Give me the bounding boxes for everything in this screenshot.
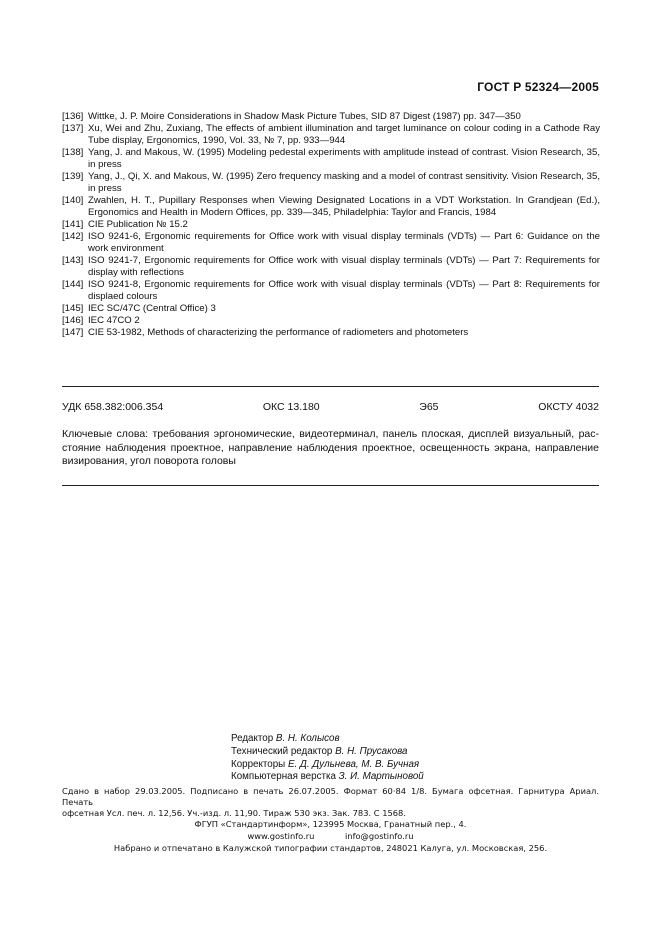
reference-text: Yang, J. and Makous, W. (1995) Modeling pedestal experiments with amplitude instead of contrast. Vision Research, 35, in press — [88, 147, 600, 170]
reference-text: IEC 47CO 2 — [88, 315, 140, 326]
staff-name: В. Н. Колысов — [275, 733, 340, 744]
email-link[interactable]: info@gostinfo.ru — [345, 831, 414, 841]
staff-name: Е. Д. Дульнева, М. В. Бучная — [287, 758, 420, 770]
reference-number: [146] — [62, 315, 84, 326]
reference-text: CIE 53-1982, Methods of characterizing the performance of radiometers and photometers — [88, 327, 469, 338]
reference-number: [144] — [62, 279, 84, 290]
reference-number: [137] — [62, 123, 84, 134]
reference-item — [62, 255, 600, 279]
staff-name: З. И. Мартыновой — [338, 771, 424, 783]
staff-role: Технический редактор — [231, 745, 333, 757]
website-link[interactable]: www.gostinfo.ru — [247, 831, 315, 841]
page-header: ГОСТ Р 52324—2005 — [477, 80, 599, 94]
reference-item — [62, 147, 600, 171]
reference-number: [141] — [62, 219, 84, 230]
publisher-info — [62, 818, 599, 854]
reference-text: Xu, Wei and Zhu, Zuxiang, The effects of ambient illumination and target luminance on colour coding in a Cathode Ray Tube display, Ergonomics, 1990, Vol. 33, № 7, pp. 933—944 — [88, 123, 600, 146]
reference-number: [147] — [62, 327, 84, 338]
reference-number: [140] — [62, 195, 84, 206]
staff-line — [231, 746, 424, 759]
divider-bottom — [62, 485, 599, 486]
reference-number: [138] — [62, 147, 84, 158]
staff-role: Редактор — [231, 733, 274, 744]
reference-item — [62, 303, 600, 315]
imprint-line: офсетная Усл. печ. л. 12,56. Уч.-изд. л. 11,90. Тираж 530 экз. Зак. 783. С 1568. — [62, 808, 406, 819]
publisher-address: ФГУП «Стандартинформ», 123995 Москва, Гранатный пер., 4. — [194, 819, 467, 829]
staff-line — [231, 733, 424, 746]
reference-item — [62, 231, 600, 255]
staff-line — [231, 759, 424, 772]
reference-list — [62, 111, 600, 339]
imprint-line: Сдано в набор 29.03.2005. Подписано в печать 26.07.2005. Формат 60·84 1/8. Бумага офсетная. Гарнитура Ариал. Печать — [62, 786, 599, 808]
staff-role: Компьютерная верстка — [231, 771, 336, 783]
reference-item — [62, 327, 600, 339]
reference-text: CIE Publication № 15.2 — [88, 219, 188, 230]
reference-item — [62, 171, 600, 195]
reference-text: ISO 9241-8, Ergonomic requirements for Office work with visual display terminals (VDTs) — Part 8: Requirements for displaed colours — [88, 279, 600, 302]
reference-text: Yang, J., Qi, X. and Makous, W. (1995) Zero frequency masking and a model of contrast sensitivity. Vision Research, 35, in press — [88, 171, 600, 194]
imprint — [62, 786, 599, 820]
reference-number: [143] — [62, 255, 84, 266]
reference-item — [62, 195, 600, 219]
reference-text: Wittke, J. P. Moire Considerations in Shadow Mask Picture Tubes, SID 87 Digest (1987) pp. 347—350 — [88, 111, 521, 122]
reference-item — [62, 123, 600, 147]
divider-top — [62, 386, 599, 387]
publisher-web — [62, 830, 599, 842]
printer-info: Набрано и отпечатано в Калужской типографии стандартов, 248021 Калуга, ул. Московская, 256. — [113, 843, 548, 853]
reference-text: IEC SC/47C (Central Office) 3 — [88, 303, 216, 314]
okstu-code: ОКСТУ 4032 — [538, 401, 599, 413]
keywords: Ключевые слова: требования эргономические, видеотерминал, панель плоская, дисплей визуальный, рас-стояние наблюдения проектное, направление наблюдения проектное, освещенность экрана, направление визирования, угол поворота головы — [62, 428, 599, 467]
category-code: Э65 — [419, 401, 439, 413]
reference-item — [62, 111, 600, 123]
reference-item — [62, 279, 600, 303]
reference-text: Zwahlen, H. T., Pupillary Responses when Viewing Designated Locations in a VDT Workstation. In Grandjean (Ed.), Ergonomics and Health in Modern Offices, pp. 339—345, Philadelphia: Taylor and Francis, 1984 — [88, 195, 600, 218]
staff-role: Корректоры — [231, 758, 286, 770]
reference-text: ISO 9241-7, Ergonomic requirements for Office work with visual display terminals (VDTs) — Part 7: Requirements for display with reflections — [88, 255, 600, 278]
editorial-staff — [231, 733, 424, 784]
classification-row — [62, 401, 599, 413]
reference-number: [145] — [62, 303, 84, 314]
udk-code: УДК 658.382:006.354 — [62, 401, 164, 413]
staff-line — [231, 771, 424, 784]
reference-number: [139] — [62, 171, 84, 182]
reference-text: ISO 9241-6, Ergonomic requirements for Office work with visual display terminals (VDTs) — Part 6: Guidance on the work environment — [88, 231, 600, 254]
staff-name: В. Н. Прусакова — [335, 745, 408, 757]
oks-code: ОКС 13.180 — [262, 401, 320, 413]
reference-number: [136] — [62, 111, 84, 122]
reference-item — [62, 219, 600, 231]
reference-number: [142] — [62, 231, 84, 242]
reference-item — [62, 315, 600, 327]
